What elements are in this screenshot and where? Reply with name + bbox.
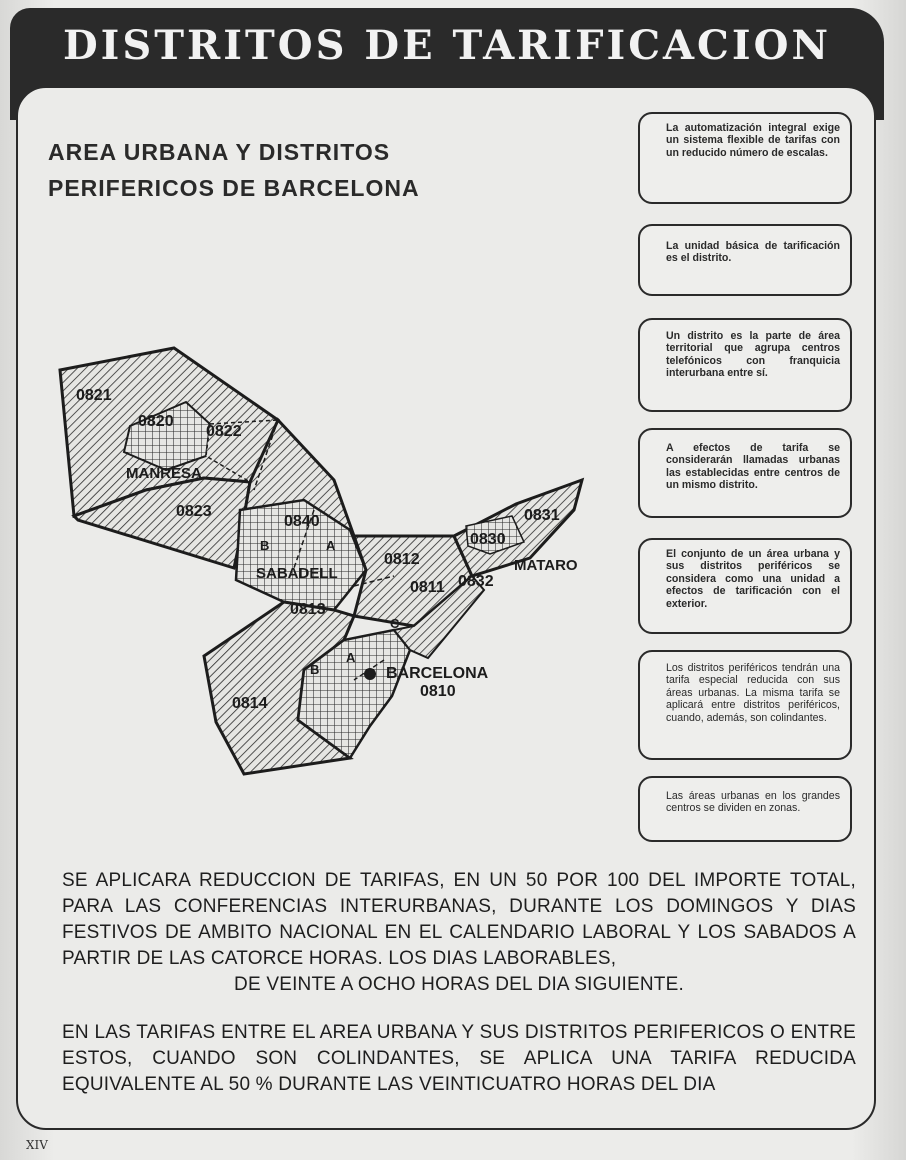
label-0813: 0813: [290, 601, 326, 618]
district-map: [54, 340, 614, 780]
label-bcn-zone-c: C: [390, 616, 400, 631]
note-box-7: Las áreas urbanas en los grandes centros se dividen en zonas.: [638, 776, 852, 842]
colindantes-paragraph: EN LAS TARIFAS ENTRE EL AREA URBANA Y SUS DISTRITOS PERIFERICOS O ENTRE ESTOS, CUANDO SON COLINDANTES, SE APLICA UNA TARIFA REDUCIDA EQUIVALENTE AL 50 % DURANTE LAS VEINTICUATRO HORAS DEL DIA: [62, 1022, 856, 1095]
label-sabadell: SABADELL: [256, 565, 338, 582]
label-0832: 0832: [458, 573, 494, 590]
label-sab-zone-b: B: [260, 538, 270, 553]
main-heading: [48, 134, 468, 206]
label-0814: 0814: [232, 695, 268, 712]
reduction-paragraph-last-line: DE VEINTE A OCHO HORAS DEL DIA SIGUIENTE.: [234, 974, 684, 995]
note-box-5: El conjunto de un área urbana y sus distritos periféricos se considera como una unidad a efectos de tarificación con el exterior.: [638, 538, 852, 634]
label-0840: 0840: [284, 513, 320, 530]
label-0823: 0823: [176, 503, 212, 520]
label-manresa: MANRESA: [126, 465, 202, 482]
barcelona-marker: [364, 668, 376, 680]
page-number: XIV: [26, 1138, 48, 1152]
label-0821: 0821: [76, 387, 112, 404]
label-0810: 0810: [420, 683, 456, 700]
label-mataro: MATARO: [514, 557, 578, 574]
main-heading-line-1: AREA URBANA Y DISTRITOS: [48, 139, 391, 165]
label-bcn-zone-b: B: [310, 662, 320, 677]
note-box-2: La unidad básica de tarificación es el distrito.: [638, 224, 852, 296]
label-0811: 0811: [410, 579, 445, 596]
label-0830: 0830: [470, 531, 506, 548]
label-barcelona: BARCELONA: [386, 665, 489, 682]
note-box-3: Un distrito es la parte de área territorial que agrupa centros telefónicos con franquicia interurbana entre sí.: [638, 318, 852, 412]
note-box-6: Los distritos periféricos tendrán una tarifa especial reducida con sus áreas urbanas. La misma tarifa se aplicará entre distritos periféricos, cuando, además, son colindantes.: [638, 650, 852, 760]
reduction-paragraph-body: SE APLICARA REDUCCION DE TARIFAS, EN UN 50 POR 100 DEL IMPORTE TOTAL, PARA LAS CONFERENCIAS INTERURBANAS, DURANTE LOS DOMINGOS Y DIAS FESTIVOS DE AMBITO NACIONAL EN EL CALENDARIO LABORAL Y LOS SABADOS A PARTIR DE LAS CATORCE HORAS. LOS DIAS LABORABLES,: [62, 870, 856, 969]
reduction-paragraph: [62, 868, 856, 998]
label-0831: 0831: [524, 507, 560, 524]
label-0822: 0822: [206, 423, 242, 440]
note-box-1: La automatización integral exige un sistema flexible de tarifas con un reducido número de escalas.: [638, 112, 852, 204]
label-sab-zone-a: A: [326, 538, 336, 553]
note-box-4: A efectos de tarifa se considerarán llamadas urbanas las establecidas entre centros de un mismo distrito.: [638, 428, 852, 518]
label-0812: 0812: [384, 551, 420, 568]
main-heading-line-2: PERIFERICOS DE BARCELONA: [48, 175, 420, 201]
label-bcn-zone-a: A: [346, 650, 356, 665]
page-title: DISTRITOS DE TARIFICACION: [62, 22, 832, 69]
label-0820: 0820: [138, 413, 174, 430]
